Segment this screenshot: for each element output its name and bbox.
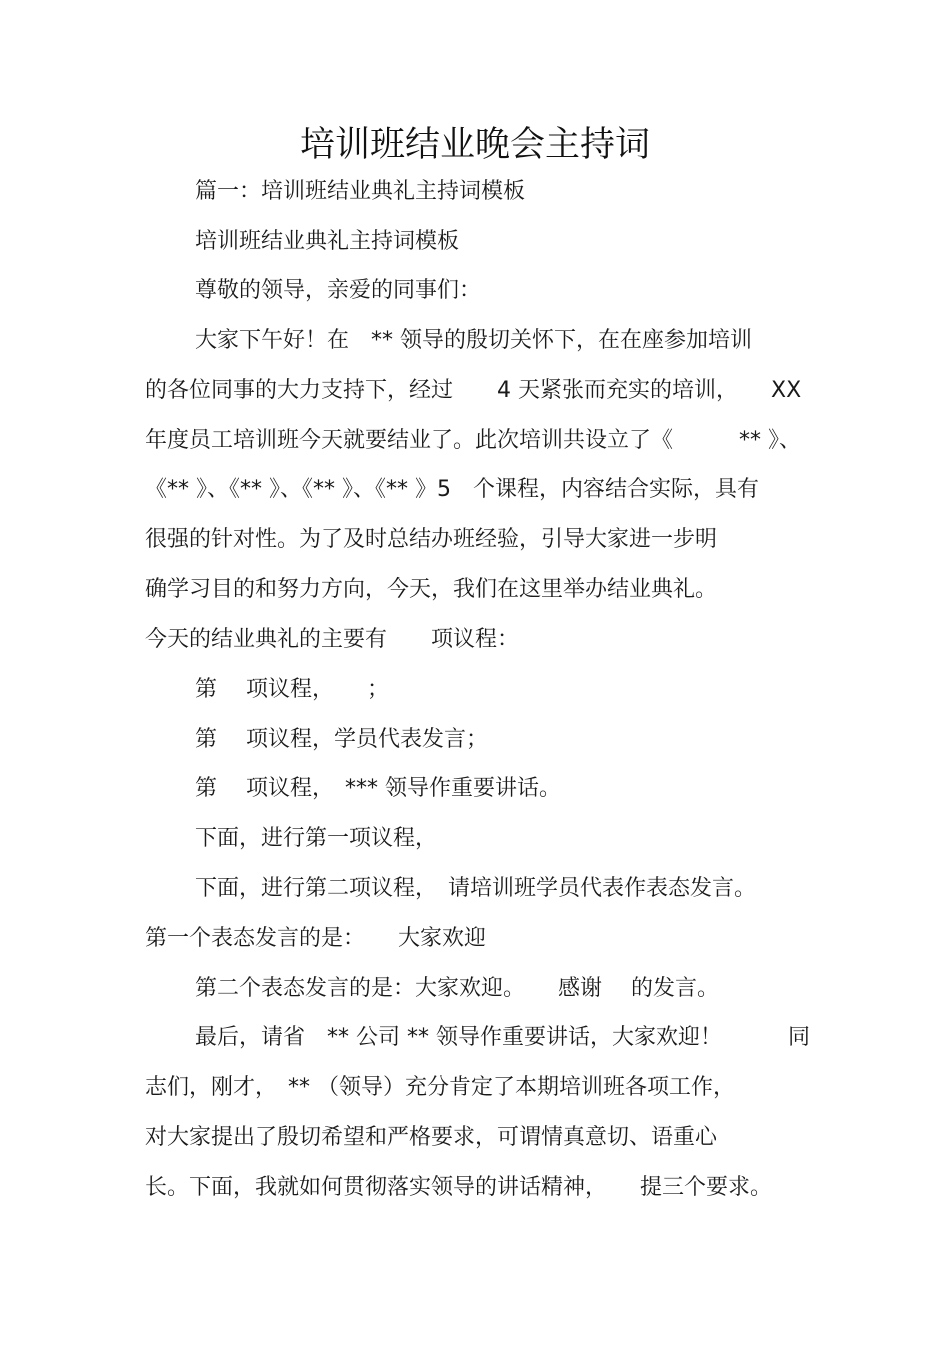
text-line: 第一个表态发言的是： 大家欢迎 — [145, 926, 487, 951]
text-line: 对大家提出了殷切希望和严格要求，可谓情真意切、语重心 — [145, 1125, 718, 1150]
text-line: 长。下面，我就如何贯彻落实领导的讲话精神， 提三个要求。 — [145, 1175, 773, 1200]
text-line: 下面，进行第一项议程， — [195, 826, 438, 851]
text-line: 下面，进行第二项议程， 请培训班学员代表作表态发言。 — [195, 876, 757, 901]
text-line: 的各位同事的大力支持下，经过 4 天紧张而充实的培训， XX — [145, 378, 802, 403]
text-line: 培训班结业典礼主持词模板 — [195, 229, 460, 254]
text-line: 很强的针对性。为了及时总结办班经验，引导大家进一步明 — [145, 527, 718, 552]
text-line: 第 项议程， ； — [195, 677, 389, 702]
text-line: 大家下午好！在 ** 领导的殷切关怀下，在在座参加培训 — [195, 328, 752, 353]
text-line: 年度员工培训班今天就要结业了。此次培训共设立了《 ** 》、 — [145, 428, 801, 453]
text-line: 尊敬的领导，亲爱的同事们： — [195, 278, 482, 303]
text-line: 今天的结业典礼的主要有 项议程： — [145, 627, 520, 652]
text-line: 志们，刚才， ** （领导）充分肯定了本期培训班各项工作， — [145, 1075, 735, 1100]
text-line: 第 项议程， *** 领导作重要讲话。 — [195, 776, 561, 801]
text-line: 篇一：培训班结业典礼主持词模板 — [195, 179, 526, 204]
page-title: 培训班结业晚会主持词 — [299, 125, 650, 165]
text-line: 《** 》、《** 》、《** 》、《** 》5 个课程，内容结合实际，具有 — [145, 477, 759, 502]
text-line: 最后，请省 ** 公司 ** 领导作重要讲话，大家欢迎！ 同 — [195, 1025, 810, 1050]
text-line: 第 项议程，学员代表发言； — [195, 727, 488, 752]
text-line: 第二个表态发言的是：大家欢迎。 感谢 的发言。 — [195, 976, 719, 1001]
text-line: 确学习目的和努力方向，今天，我们在这里举办结业典礼。 — [145, 577, 718, 602]
